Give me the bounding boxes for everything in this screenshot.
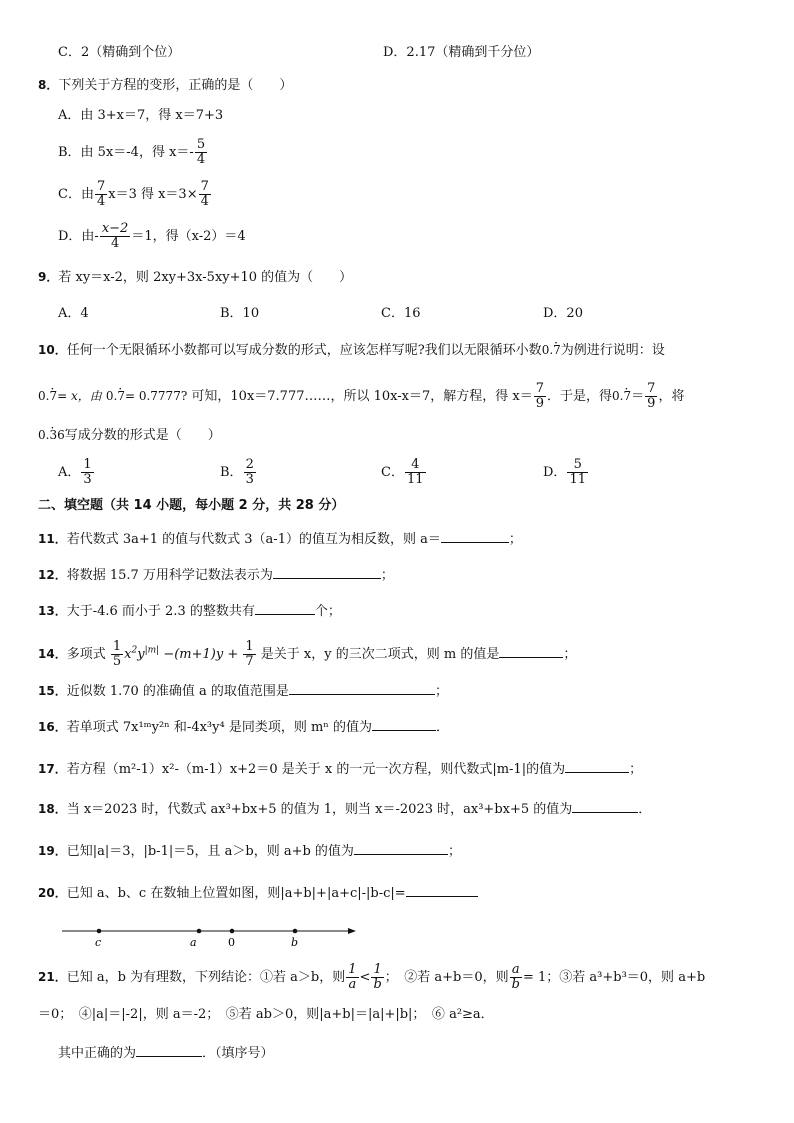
q10-text2f: ＝ (631, 389, 645, 404)
q10-decimal2: 0.· 7 (38, 389, 57, 403)
number-line-figure (58, 920, 368, 952)
q21-line2: ＝0； ④|a|＝|-2|，则 a＝-2； ⑤若 ab＞0，则|a+b|＝|a|+|b|； ⑥ a²≥a． (38, 1007, 494, 1022)
q9-option-a: A．4 (58, 306, 89, 321)
q20: 20．已知 a、b、c 在数轴上位置如图，则|a+b|+|a+c|-|b-c|= (38, 882, 478, 903)
q10-option-a: A． $\frac{1}{3}$ (58, 457, 92, 487)
q8-option-d (58, 222, 246, 251)
q14-polynomial: $\frac{1}{5}$ $x^2y^{|m|} -(m+1)y$ + $\frac{1}{7}$ (112, 639, 254, 669)
q13: 13．大于-4.6 而小于 2.3 的整数共有 个； (38, 600, 341, 621)
q8-d-fraction: $\frac{x-2}{4}$ (101, 221, 129, 251)
point-b (293, 929, 298, 934)
q21-answer-blank[interactable] (136, 1042, 202, 1057)
q10-text2e: ．于是，得 (547, 389, 613, 404)
q8-d-text: D．由- (58, 229, 99, 244)
q8-option-b (58, 138, 208, 167)
q7-option-c: C．2（精确到个位） (58, 45, 181, 60)
q9-option-d: D．20 (543, 306, 583, 321)
q10-text1-tail: 为例进行说明：设 (560, 343, 665, 358)
q10-option-b: B． $\frac{2}{3}$ (220, 457, 254, 487)
q10-decimal4: 0.· 7 (612, 389, 631, 403)
q9-text: 若 xy＝x-2，则 2xy+3x-5xy+10 的值为（ ） (58, 270, 353, 285)
q8-c-fraction: $\frac{7}{4}$ (96, 179, 106, 209)
q10-line2 (38, 382, 684, 411)
q8-c-mid: x＝3 得 x＝3× (108, 187, 198, 202)
q10-option-c: C． $\frac{4}{11}$ (381, 457, 424, 487)
q21-line1: 21．已知 a，b 为有理数，下列结论：①若 a＞b，则 $\frac{1}{a}$ < $\frac{1}{b}$ ； ②若 a+b＝0，则 $\frac{a}{b}$ = 1；③若 a³+b³＝0，则 a+b (38, 962, 706, 992)
q10-line1 (38, 341, 665, 360)
q15-answer-blank[interactable] (289, 680, 435, 695)
q18: 18．当 x＝2023 时，代数式 ax³+bx+5 的值为 1，则当 x＝-2023 时，ax³+bx+5 的值为 ． (38, 798, 651, 819)
q12-answer-blank[interactable] (273, 564, 381, 579)
q10-number: 10． (38, 343, 67, 357)
number-line-arrow (348, 928, 356, 934)
label-zero: 0 (228, 936, 235, 949)
q11-answer-blank[interactable] (441, 528, 509, 543)
q8-d-post: ＝1，得（x-2）＝4 (131, 229, 246, 244)
q14-answer-blank[interactable] (499, 643, 563, 658)
q10-decimal: 0.· 7 (542, 343, 561, 357)
q10-text1: 任何一个无限循环小数都可以写成分数的形式，应该怎样写呢?我们以无限循环小数 (66, 343, 542, 358)
q8-option-a: A．由 3+x＝7，得 x＝7+3 (58, 108, 224, 123)
q16: 16．若单项式 7x¹ᵐy²ⁿ 和-4x³y⁴ 是同类项，则 mⁿ 的值为 ． (38, 716, 449, 737)
q21-line3: 其中正确的为 ．（填序号） (58, 1042, 274, 1063)
q17-answer-blank[interactable] (565, 758, 629, 773)
q10-text2a: = x，由 (57, 389, 102, 403)
q18-answer-blank[interactable] (572, 798, 638, 813)
q10-line3 (38, 426, 221, 445)
label-a: a (190, 936, 197, 949)
q13-answer-blank[interactable] (255, 600, 315, 615)
q8-text: 下列关于方程的变形，正确的是（ ） (58, 78, 293, 93)
q8-c-text: C．由 (58, 187, 94, 202)
q9-option-b: B．10 (220, 306, 260, 321)
label-b: b (291, 936, 299, 949)
q8-option-c (58, 180, 212, 209)
q19: 19．已知|a|＝3，|b-1|＝5，且 a＞b，则 a+b 的值为 ； (38, 840, 461, 861)
q7-option-d: D．2.17（精确到千分位） (383, 45, 540, 60)
q8-b-text: B．由 5x＝-4，得 x＝- (58, 145, 194, 160)
q10-text3: 写成分数的形式是（ ） (64, 428, 221, 443)
q8-b-fraction: $\frac{5}{4}$ (196, 137, 206, 167)
q8-number: 8． (38, 78, 59, 92)
q14: 14．多项式 $\frac{1}{5}$ $x^2y^{|m|} -(m+1)y$ + $\frac{1}{7}$ 是关于 x，y 的三次二项式，则 m 的值是 ； (38, 639, 577, 669)
q10-option-d: D． $\frac{5}{11}$ (543, 457, 586, 487)
point-c (97, 929, 102, 934)
point-zero (230, 929, 235, 934)
q15: 15．近似数 1.70 的准确值 a 的取值范围是 ； (38, 680, 448, 701)
q19-answer-blank[interactable] (354, 840, 448, 855)
q12: 12．将数据 15.7 万用科学记数法表示为 ； (38, 564, 394, 585)
q10-decimal3: 0.· 7 (106, 389, 125, 403)
q10-text2b: = 0.7777? (124, 389, 188, 403)
q10-decimal5: 0.· 36 (38, 428, 65, 442)
point-a (197, 929, 202, 934)
q9-stem (38, 268, 352, 287)
q9-option-c: C．16 (381, 306, 421, 321)
q9-number: 9． (38, 270, 59, 284)
q10-fraction2: $\frac{7}{9}$ (647, 381, 656, 411)
q17: 17．若方程（m²-1）x²-（m-1）x+2＝0 是关于 x 的一元一次方程，则代数式|m-1|的值为 ； (38, 758, 642, 779)
section-heading: 二、填空题（共 14 小题，每小题 2 分，共 28 分） (38, 498, 345, 513)
q10-fraction: $\frac{7}{9}$ (535, 381, 545, 411)
q8-stem (38, 76, 292, 95)
label-c: c (95, 936, 102, 949)
q20-answer-blank[interactable] (406, 882, 478, 897)
q8-c-fraction2: $\frac{7}{4}$ (200, 179, 209, 209)
q11: 11．若代数式 3a+1 的值与代数式 3（a-1）的值互为相反数，则 a＝ ； (38, 528, 522, 549)
q10-text2c: 可知，10x＝7.777…… (191, 389, 331, 404)
q16-answer-blank[interactable] (372, 716, 436, 731)
q10-text2g: ，将 (658, 389, 685, 404)
q10-text2d: ，所以 10x-x＝7，解方程，得 x＝ (330, 389, 533, 404)
